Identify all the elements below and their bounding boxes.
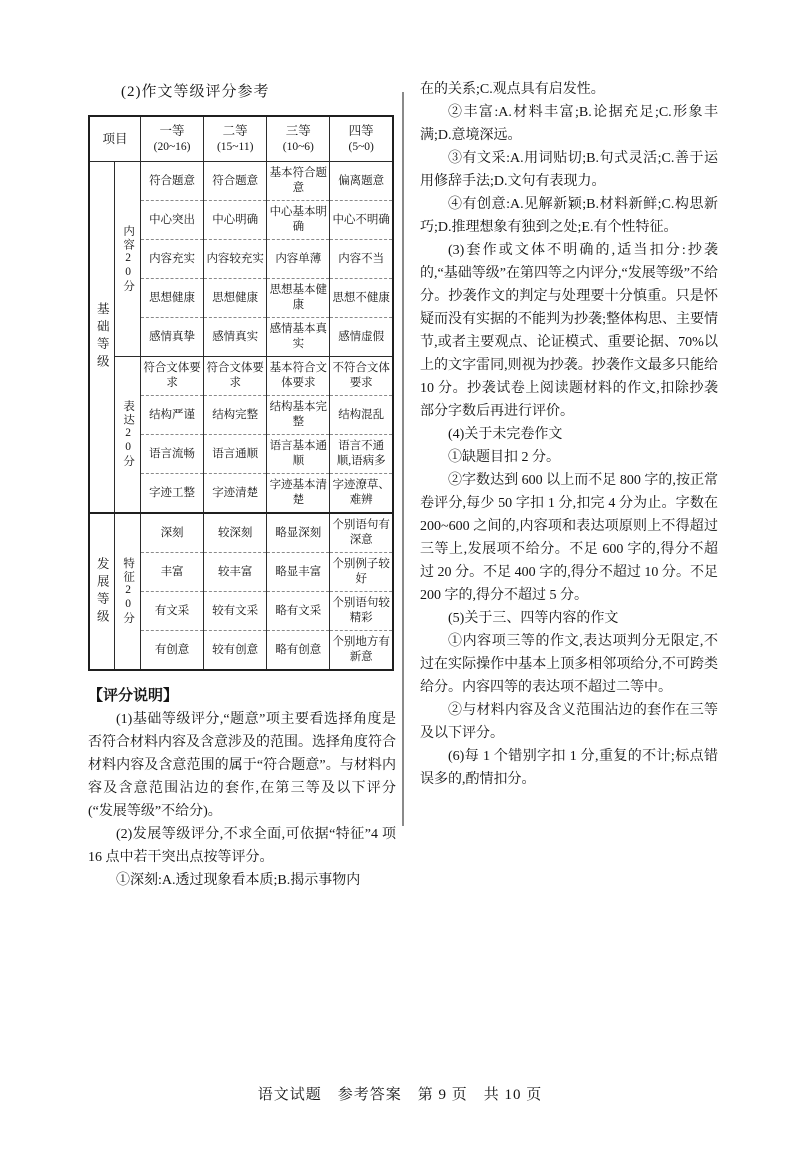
table-cell: 深刻 — [141, 513, 204, 553]
right-column — [420, 78, 718, 791]
grade-header-1 — [141, 116, 204, 162]
table-header-row — [89, 116, 393, 162]
table-cell: 字迹基本清楚 — [267, 474, 330, 514]
grade-range: (10~6) — [282, 140, 314, 153]
table-cell: 感情真实 — [204, 318, 267, 357]
table-cell: 基本符合文体要求 — [267, 357, 330, 396]
table-cell: 中心明确 — [204, 201, 267, 240]
table-corner-header: 项目 — [89, 116, 141, 162]
table-cell: 符合题意 — [141, 162, 204, 201]
table-cell: 偏离题意 — [330, 162, 393, 201]
table-cell: 丰富 — [141, 553, 204, 592]
grade-header-4 — [330, 116, 393, 162]
table-cell: 个别例子较好 — [330, 553, 393, 592]
grade-name: 三等 — [285, 124, 311, 139]
table-cell: 有文采 — [141, 592, 204, 631]
table-cell: 结构基本完整 — [267, 396, 330, 435]
section-title: (2)作文等级评分参考 — [121, 84, 270, 100]
note-paragraph: (1)基础等级评分,“题意”项主要看选择角度是否符合材料内容及含意涉及的范围。选择角度符合材料内容及含意范围的属于“符合题意”。与材料内容及含意范围沾边的套作,在第三等及以下评分(“发展等级”不给分)。 — [88, 712, 396, 819]
table-cell: 不符合文体要求 — [330, 357, 393, 396]
right-column-paragraph: ①内容项三等的作文,表达项判分无限定,不过在实际操作中基本上顶多相邻项给分,不可跨类给分。内容四等的表达项不超过二等中。 — [420, 634, 718, 695]
grade-range: (20~16) — [153, 140, 191, 153]
right-column-paragraph: 在的关系;C.观点具有启发性。 — [420, 82, 605, 97]
grade-header-3 — [267, 116, 330, 162]
table-cell: 略有文采 — [267, 592, 330, 631]
table-row — [89, 357, 393, 396]
right-column-paragraph: (6)每 1 个错别字扣 1 分,重复的不计;标点错误多的,酌情扣分。 — [420, 749, 718, 787]
table-cell: 思想健康 — [204, 279, 267, 318]
table-cell: 个别语句有深意 — [330, 513, 393, 553]
table-cell: 思想不健康 — [330, 279, 393, 318]
table-category-development: 发展等级 — [89, 513, 115, 670]
table-cell: 思想基本健康 — [267, 279, 330, 318]
table-category-basic: 基础等级 — [89, 162, 115, 514]
right-column-paragraph: ④有创意:A.见解新颖;B.材料新鲜;C.构思新巧;D.推理想象有独到之处;E.有个性特征。 — [420, 197, 718, 235]
table-subcategory-expression: 表达20分 — [115, 357, 141, 514]
grade-header-2 — [204, 116, 267, 162]
table-cell: 感情虚假 — [330, 318, 393, 357]
table-cell: 中心基本明确 — [267, 201, 330, 240]
table-cell: 思想健康 — [141, 279, 204, 318]
right-column-paragraph: ①缺题目扣 2 分。 — [448, 450, 560, 465]
table-cell: 内容单薄 — [267, 240, 330, 279]
column-divider-rule — [402, 92, 404, 826]
table-cell: 字迹潦草、难辨 — [330, 474, 393, 514]
table-cell: 略有创意 — [267, 631, 330, 671]
table-cell: 符合文体要求 — [204, 357, 267, 396]
table-cell: 字迹清楚 — [204, 474, 267, 514]
grading-rubric-table — [88, 115, 394, 671]
right-column-paragraph: ②丰富:A.材料丰富;B.论据充足;C.形象丰满;D.意境深远。 — [420, 105, 718, 143]
scoring-notes-heading: 【评分说明】 — [88, 687, 179, 704]
left-column — [88, 80, 396, 892]
table-cell: 内容不当 — [330, 240, 393, 279]
table-cell: 基本符合题意 — [267, 162, 330, 201]
table-cell: 有创意 — [141, 631, 204, 671]
table-cell: 字迹工整 — [141, 474, 204, 514]
table-row — [89, 162, 393, 201]
table-cell: 中心不明确 — [330, 201, 393, 240]
table-cell: 语言基本通顺 — [267, 435, 330, 474]
right-column-paragraph: (4)关于未完卷作文 — [448, 427, 563, 442]
table-cell: 结构完整 — [204, 396, 267, 435]
table-cell: 内容较充实 — [204, 240, 267, 279]
note-paragraph: (2)发展等级评分,不求全面,可依据“特征”4 项 16 点中若干突出点按等评分。 — [88, 827, 396, 865]
table-subcategory-content: 内容20分 — [115, 162, 141, 357]
table-cell: 语言通顺 — [204, 435, 267, 474]
right-column-paragraph: (3)套作或文体不明确的,适当扣分:抄袭的,“基础等级”在第四等之内评分,“发展等级”不给分。抄袭作文的判定与处理要十分慎重。只是怀疑而没有实据的不能判为抄袭;整体构思、主要情节,或者主要观点、论证模式、重要论据、70%以上的文字雷同,则视为抄袭。抄袭作文最多只能给 10 分。抄袭试卷上阅读题材料的作文,扣除抄袭部分字数后再进行评价。 — [420, 243, 718, 419]
table-cell: 较有文采 — [204, 592, 267, 631]
table-cell: 结构混乱 — [330, 396, 393, 435]
grade-name: 二等 — [222, 124, 248, 139]
grade-range: (15~11) — [216, 140, 254, 153]
right-column-paragraph: ③有文采:A.用词贴切;B.句式灵活;C.善于运用修辞手法;D.文句有表现力。 — [420, 151, 718, 189]
grade-name: 一等 — [159, 124, 185, 139]
grade-range: (5~0) — [348, 140, 374, 153]
page-footer: 语文试题 参考答案 第 9 页 共 10 页 — [257, 1087, 543, 1103]
table-cell: 中心突出 — [141, 201, 204, 240]
table-subcategory-feature: 特征20分 — [115, 513, 141, 670]
table-cell: 略显丰富 — [267, 553, 330, 592]
table-cell: 个别语句较精彩 — [330, 592, 393, 631]
table-cell: 符合文体要求 — [141, 357, 204, 396]
right-column-paragraph: (5)关于三、四等内容的作文 — [448, 611, 619, 626]
table-cell: 感情基本真实 — [267, 318, 330, 357]
table-cell: 感情真挚 — [141, 318, 204, 357]
table-cell: 内容充实 — [141, 240, 204, 279]
table-cell: 略显深刻 — [267, 513, 330, 553]
table-row — [89, 513, 393, 553]
table-cell: 较丰富 — [204, 553, 267, 592]
table-cell: 符合题意 — [204, 162, 267, 201]
table-cell: 语言不通顺,语病多 — [330, 435, 393, 474]
grade-name: 四等 — [348, 124, 374, 139]
note-paragraph: ①深刻:A.透过现象看本质;B.揭示事物内 — [116, 873, 361, 888]
right-column-paragraph: ②与材料内容及含义范围沾边的套作在三等及以下评分。 — [420, 703, 718, 741]
table-cell: 较有创意 — [204, 631, 267, 671]
table-cell: 结构严谨 — [141, 396, 204, 435]
right-column-paragraph: ②字数达到 600 以上而不足 800 字的,按正常卷评分,每少 50 字扣 1 分,扣完 4 分为止。字数在 200~600 之间的,内容项和表达项原则上不得超过三等上,发展项不给分。不足 600 字的,得分不超过 20 分。不足 400 字的,得分不超过 10 分。不足 200 字的,得分不超过 5 分。 — [420, 473, 718, 603]
table-cell: 语言流畅 — [141, 435, 204, 474]
table-cell: 个别地方有新意 — [330, 631, 393, 671]
table-cell: 较深刻 — [204, 513, 267, 553]
